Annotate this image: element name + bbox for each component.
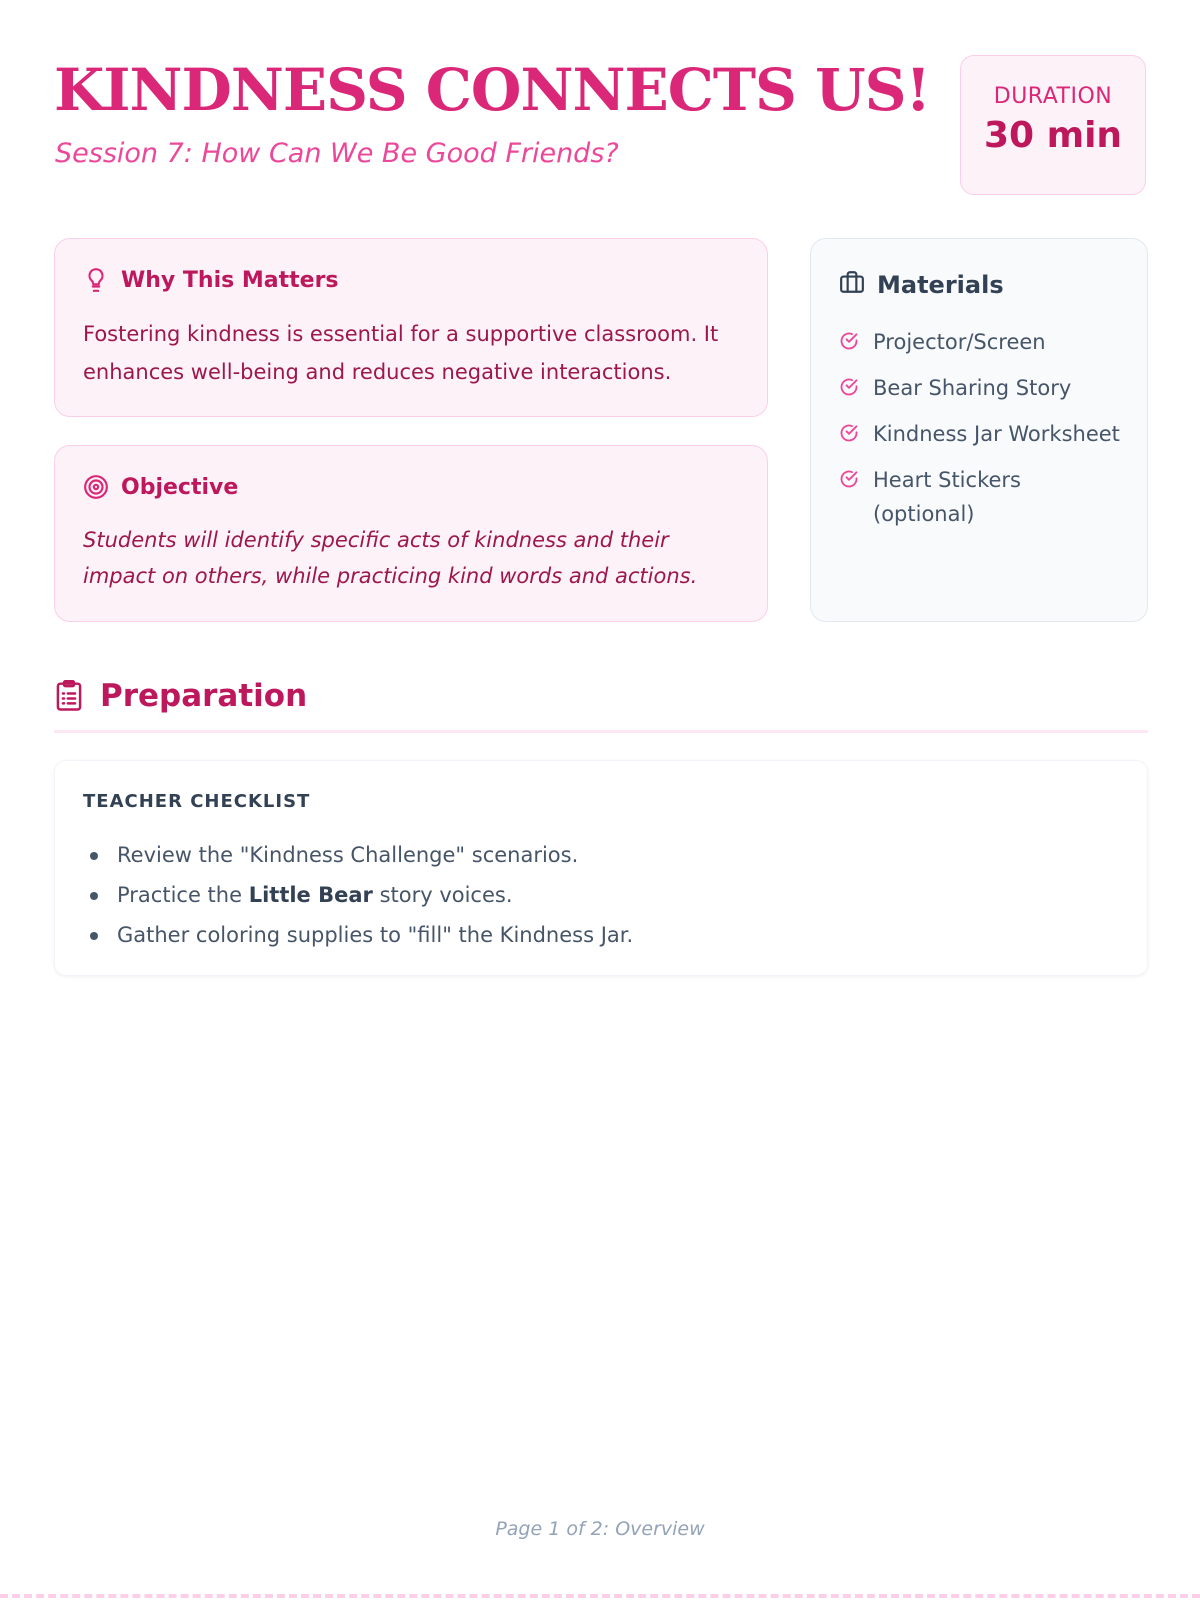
check-circle-icon (839, 377, 859, 397)
check-circle-icon (839, 423, 859, 443)
list-item (117, 835, 633, 875)
objective-card (54, 445, 768, 622)
check-circle-icon (839, 469, 859, 489)
briefcase-icon (839, 269, 865, 301)
section-divider (54, 730, 1148, 733)
preparation-heading: Preparation (100, 678, 308, 714)
checklist-text: Practice the (117, 883, 249, 907)
list-item (839, 371, 1129, 405)
teacher-checklist-card (54, 760, 1148, 976)
checklist (117, 835, 633, 955)
checklist-title: TEACHER CHECKLIST (83, 791, 311, 812)
session-subtitle: Session 7: How Can We Be Good Friends? (55, 138, 619, 169)
material-label: Heart Stickers (optional) (873, 468, 1021, 526)
list-item (839, 417, 1129, 451)
why-this-matters-card (54, 238, 768, 417)
duration-label: DURATION (993, 84, 1113, 109)
objective-text: Students will identify specific acts of kindness and their impact on others, while practicing kind words and actions. (83, 528, 698, 588)
material-label: Bear Sharing Story (873, 376, 1072, 400)
materials-heading: Materials (877, 271, 1004, 299)
list-item (839, 463, 1129, 531)
list-item (117, 915, 633, 955)
page-title: KINDNESS CONNECTS US! (54, 56, 931, 124)
clipboard-list-icon (54, 680, 84, 712)
lightbulb-icon (83, 267, 109, 293)
page-footer: Page 1 of 2: Overview (495, 1518, 705, 1540)
preparation-header (54, 678, 307, 714)
material-label: Projector/Screen (873, 330, 1046, 354)
checklist-text: story voices. (372, 883, 513, 907)
checklist-text: Gather coloring supplies to "fill" the Kindness Jar. (117, 923, 634, 947)
materials-card (810, 238, 1148, 622)
check-circle-icon (839, 331, 859, 351)
why-text: Fostering kindness is essential for a supportive classroom. It enhances well-being and reduces negative interactions. (83, 322, 719, 384)
bottom-dashed-border (0, 1594, 1200, 1598)
list-item (839, 325, 1129, 359)
material-label: Kindness Jar Worksheet (873, 422, 1120, 446)
objective-heading: Objective (121, 474, 239, 500)
checklist-text: Review the "Kindness Challenge" scenarios. (117, 843, 579, 867)
checklist-bold-text: Little Bear (248, 883, 373, 907)
duration-badge (960, 55, 1146, 195)
list-item (117, 875, 633, 915)
duration-value: 30 min (983, 115, 1123, 156)
why-heading: Why This Matters (121, 267, 339, 293)
materials-list (839, 325, 1129, 543)
target-icon (83, 474, 109, 500)
